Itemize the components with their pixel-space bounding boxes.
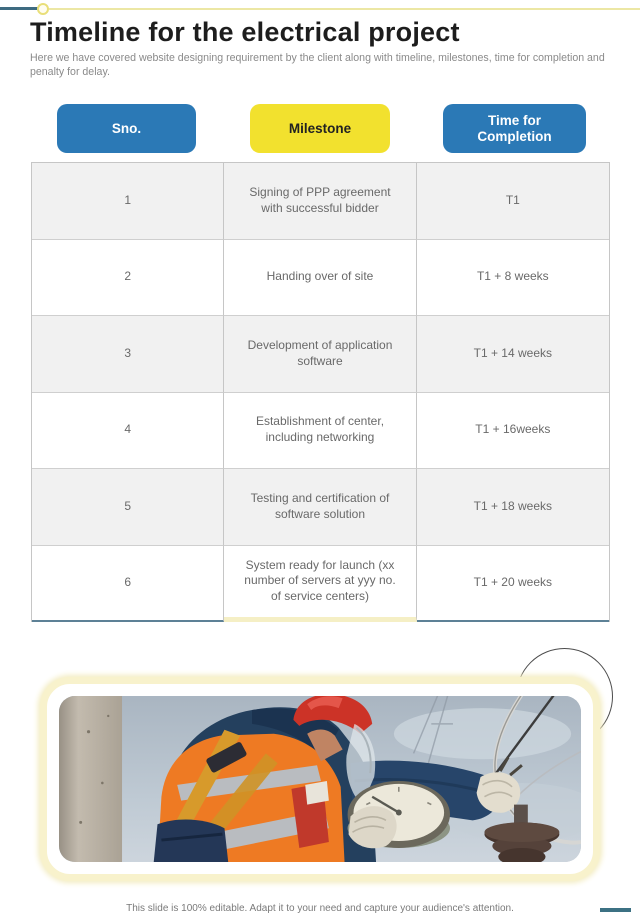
cell-sno: 6 [32, 546, 224, 623]
cell-sno: 4 [32, 393, 224, 470]
cell-sno: 1 [32, 163, 224, 240]
table-row [32, 240, 609, 317]
worker-photo [59, 696, 581, 862]
timeline-table [31, 162, 610, 622]
cell-milestone: System ready for launch (xx number of servers at yyy no. of service centers) [224, 546, 416, 623]
concrete-pole [59, 696, 122, 862]
work-glove-left [349, 806, 397, 848]
page-title: Timeline for the electrical project [30, 17, 460, 47]
column-header-sno [57, 104, 196, 153]
top-accent-teal-segment [0, 7, 38, 10]
cell-milestone: Testing and certification of software solution [224, 469, 416, 546]
cell-time: T1 + 8 weeks [417, 240, 609, 317]
cell-sno: 3 [32, 316, 224, 393]
column-header-time-for-completion [443, 104, 586, 153]
table-row [32, 393, 609, 470]
top-accent-yellow-line [49, 8, 640, 10]
cell-sno: 2 [32, 240, 224, 317]
corner-accent-dash [600, 908, 631, 912]
column-header-time-label: Time for Completion [477, 112, 552, 144]
cell-time: T1 + 20 weeks [417, 546, 609, 623]
cell-milestone: Development of application software [224, 316, 416, 393]
table-row [32, 469, 609, 546]
table-row [32, 316, 609, 393]
cell-time: T1 + 16weeks [417, 393, 609, 470]
cell-time: T1 + 14 weeks [417, 316, 609, 393]
worker-photo-illustration [59, 696, 581, 862]
photo-frame [40, 677, 600, 881]
column-header-milestone [250, 104, 390, 153]
cell-time: T1 [417, 163, 609, 240]
cell-milestone: Establishment of center, including networking [224, 393, 416, 470]
top-accent-ring-icon [37, 3, 49, 15]
table-row [32, 546, 609, 623]
cell-milestone: Signing of PPP agreement with successful bidder [224, 163, 416, 240]
table-row [32, 163, 609, 240]
footer-note: This slide is 100% editable. Adapt it to your need and capture your audience's attention. [126, 903, 514, 914]
page-subtitle: Here we have covered website designing requirement by the client along with timeline, milestones, time for completion and penalty for delay. [30, 52, 605, 79]
cell-milestone: Handing over of site [224, 240, 416, 317]
column-header-milestone-label: Milestone [288, 120, 352, 136]
cell-sno: 5 [32, 469, 224, 546]
cell-time: T1 + 18 weeks [417, 469, 609, 546]
column-header-sno-label: Sno. [111, 120, 142, 136]
